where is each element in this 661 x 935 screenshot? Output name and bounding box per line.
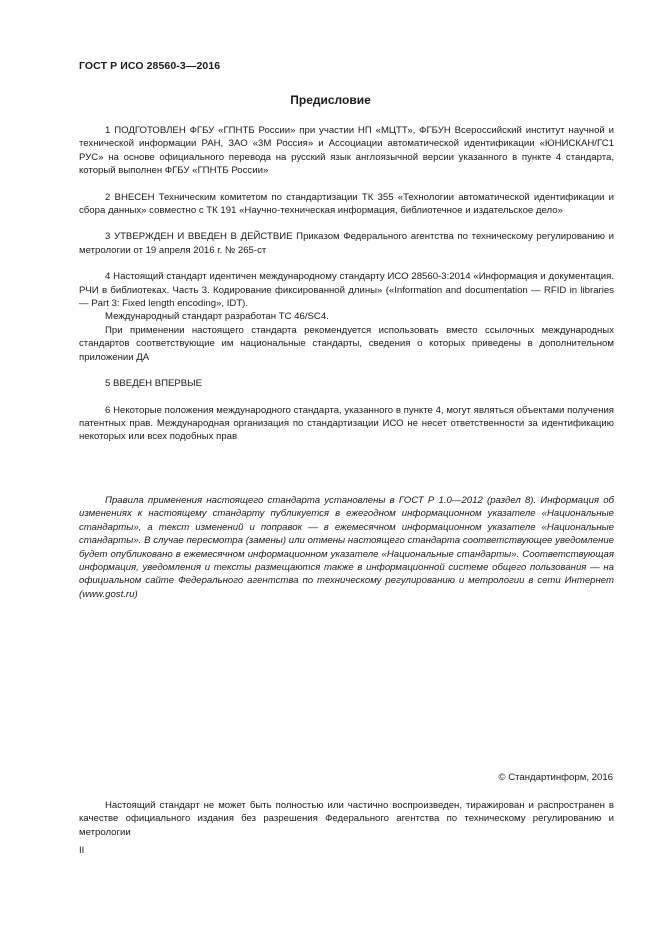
paragraph-2: 2 ВНЕСЕН Техническим комитетом по стандартизации ТК 355 «Технологии автоматической идентификации и сбора данных» совместно с ТК 191 «Научно-техническая информация, библиотечное и издательское дело»	[79, 191, 614, 217]
paragraph-3: 3 УТВЕРЖДЕН И ВВЕДЕН В ДЕЙСТВИЕ Приказом Федерального агентства по техническому регулированию и метрологии от 19 апреля 2016 г. № 265-ст	[79, 231, 614, 256]
copyright: © Стандартинформ, 2016	[498, 772, 613, 783]
paragraph-4-application: При применении настоящего стандарта рекомендуется использовать вместо ссылочных международных стандартов соответствующие им национальные стандарты, сведения о которых приведены в дополнительном приложении ДА	[79, 324, 614, 363]
paragraph-4: 4 Настоящий стандарт идентичен международному стандарту ИСО 28560-3:2014 «Информация и документация. РЧИ в библиотеках. Часть 3. Кодирование фиксированной длины» («Information and documentation — RFID in libraries — Part 3: Fixed length encoding», IDT).	[79, 271, 614, 310]
foreword-body	[79, 124, 614, 444]
reproduction-notice: Настоящий стандарт не может быть полностью или частично воспроизведен, тиражирован и распространен в качестве официального издания без разрешения Федерального агентства по техническому регулированию и метрологии	[79, 800, 614, 838]
application-rules-note: Правила применения настоящего стандарта установлены в ГОСТ Р 1.0—2012 (раздел 8). Информация об изменениях к настоящему стандарту публикуется в ежегодном информационном указателе «Национальные стандарты», а текст изменений и поправок — в ежемесячном информационном указателе «Национальные стандарты». В случае пересмотра (замены) или отмены настоящего стандарта соответствующее уведомление будет опубликовано в ежемесячном информационном указателе «Национальные стандарты». Соответствующая информация, уведомления и тексты размещаются также в информационной системе общего пользования — на официальном сайте Федерального агентства по техническому регулированию и метрологии в сети Интернет (www.gost.ru)	[79, 495, 614, 600]
page-number: II	[79, 845, 85, 856]
paragraph-5: 5 ВВЕДЕН ВПЕРВЫЕ	[105, 378, 203, 390]
document-header: ГОСТ Р ИСО 28560-3—2016	[79, 60, 221, 72]
page-title: Предисловие	[290, 93, 371, 107]
paragraph-1: 1 ПОДГОТОВЛЕН ФГБУ «ГПНТБ России» при участии НП «МЦТТ», ФГБУН Всероссийский институт научной и технической информации РАН, ЗАО «3М Россия» и Ассоциации автоматической идентификации «ЮНИСКАН/ГС1 РУС» на основе официального перевода на русский язык англоязычной версии указанного в пункте 4 стандарта, который выполнен ФГБУ «ГПНТБ России»	[79, 125, 614, 177]
paragraph-4-developer: Международный стандарт разработан ТС 46/SC4.	[105, 311, 329, 323]
paragraph-6: 6 Некоторые положения международного стандарта, указанного в пункте 4, могут являться объектами получения патентных прав. Международная организация по стандартизации ИСО не несет ответственности за идентификацию некоторых или всех подобных прав	[79, 404, 614, 443]
